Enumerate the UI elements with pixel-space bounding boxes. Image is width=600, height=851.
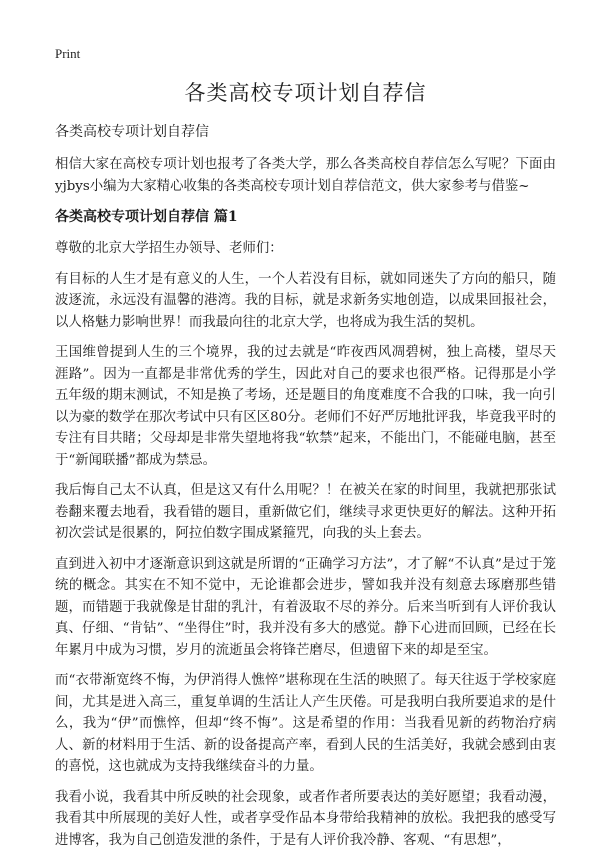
body-paragraph-3: 我后悔自己太不认真，但是这又有什么用呢？！在被关在家的时间里，我就把那张试卷翻来覆去地看，我看错的题目，重新做它们，继续寻求更快更好的解法。这种开拓初次尝试是很累的，阿拉伯数字围成紧箍咒，向我的头上套去。 — [55, 480, 556, 545]
intro-paragraph: 相信大家在高校专项计划也报考了各类大学，那么各类高校自荐信怎么写呢？下面由yjbys小编为大家精心收集的各类高校专项计划自荐信范文，供大家参考与借鉴~ — [55, 154, 556, 197]
section-heading: 各类高校专项计划自荐信 篇1 — [55, 206, 556, 228]
document-title: 各类高校专项计划自荐信 — [55, 78, 556, 108]
body-paragraph-4: 直到进入初中才逐渐意识到这就是所谓的“正确学习方法”，才了解“不认真”是过于笼统的概念。其实在不知不觉中，无论谁都会进步，譬如我并没有刻意去琢磨那些错题，而错题于我就像是甘甜的乳汁，有着汲取不尽的养分。后来当听到有人评价我认真、仔细、“肯钻”、“坐得住”时，我并没有多大的感觉。静下心进而回顾，已经在长年累月中成为习惯，岁月的流逝虽会将锋芒磨尽，但遗留下来的却是至宝。 — [55, 554, 556, 662]
salutation: 尊敬的北京大学招生办领导、老师们： — [55, 238, 556, 260]
body-paragraph-6: 我看小说，我看其中所反映的社会现象，或者作者所要表达的美好愿望；我看动漫，我看其中所展现的美好人性，或者享受作品本身带给我精神的放松。我把我的感受写进博客，我为自己创造发泄的条件，于是有人评价我冷静、客观、“有思想”， — [55, 787, 556, 851]
document-subtitle: 各类高校专项计划自荐信 — [55, 120, 556, 144]
print-link[interactable]: Print — [55, 46, 556, 62]
body-paragraph-1: 有目标的人生才是有意义的人生，一个人若没有目标，就如同迷失了方向的船只，随波逐流，永远没有温馨的港湾。我的目标，就是求新务实地创造，以成果回报社会，以人格魅力影响世界！而我最向往的北京大学，也将成为我生活的契机。 — [55, 269, 556, 334]
body-paragraph-5: 而“衣带渐宽终不悔，为伊消得人憔悴”堪称现在生活的映照了。每天往返于学校家庭间，尤其是进入高三，重复单调的生活让人产生厌倦。可是我明白我所要追求的是什么，我为“伊”而憔悴，但却“终不悔”。这是希望的作用：当我看见新的药物治疗病人、新的材料用于生活、新的设备提高产率，看到人民的生活美好，我就会感到由衷的喜悦，这也就成为支持我继续奋斗的力量。 — [55, 670, 556, 778]
body-paragraph-2: 王国维曾提到人生的三个境界，我的过去就是“昨夜西风凋碧树，独上高楼，望尽天涯路”。因为一直都是非常优秀的学生，因此对自己的要求也很严格。记得那是小学五年级的期末测试，不知是换了考场，还是题目的角度难度不合我的口味，我一向引以为豪的数学在那次考试中只有区区80分。老师们不好严厉地批评我，毕竟我平时的专注有目共睹；父母却是非常失望地将我“软禁”起来，不能出门，不能碰电脑，甚至于“新闻联播”都成为禁忌。 — [55, 342, 556, 471]
